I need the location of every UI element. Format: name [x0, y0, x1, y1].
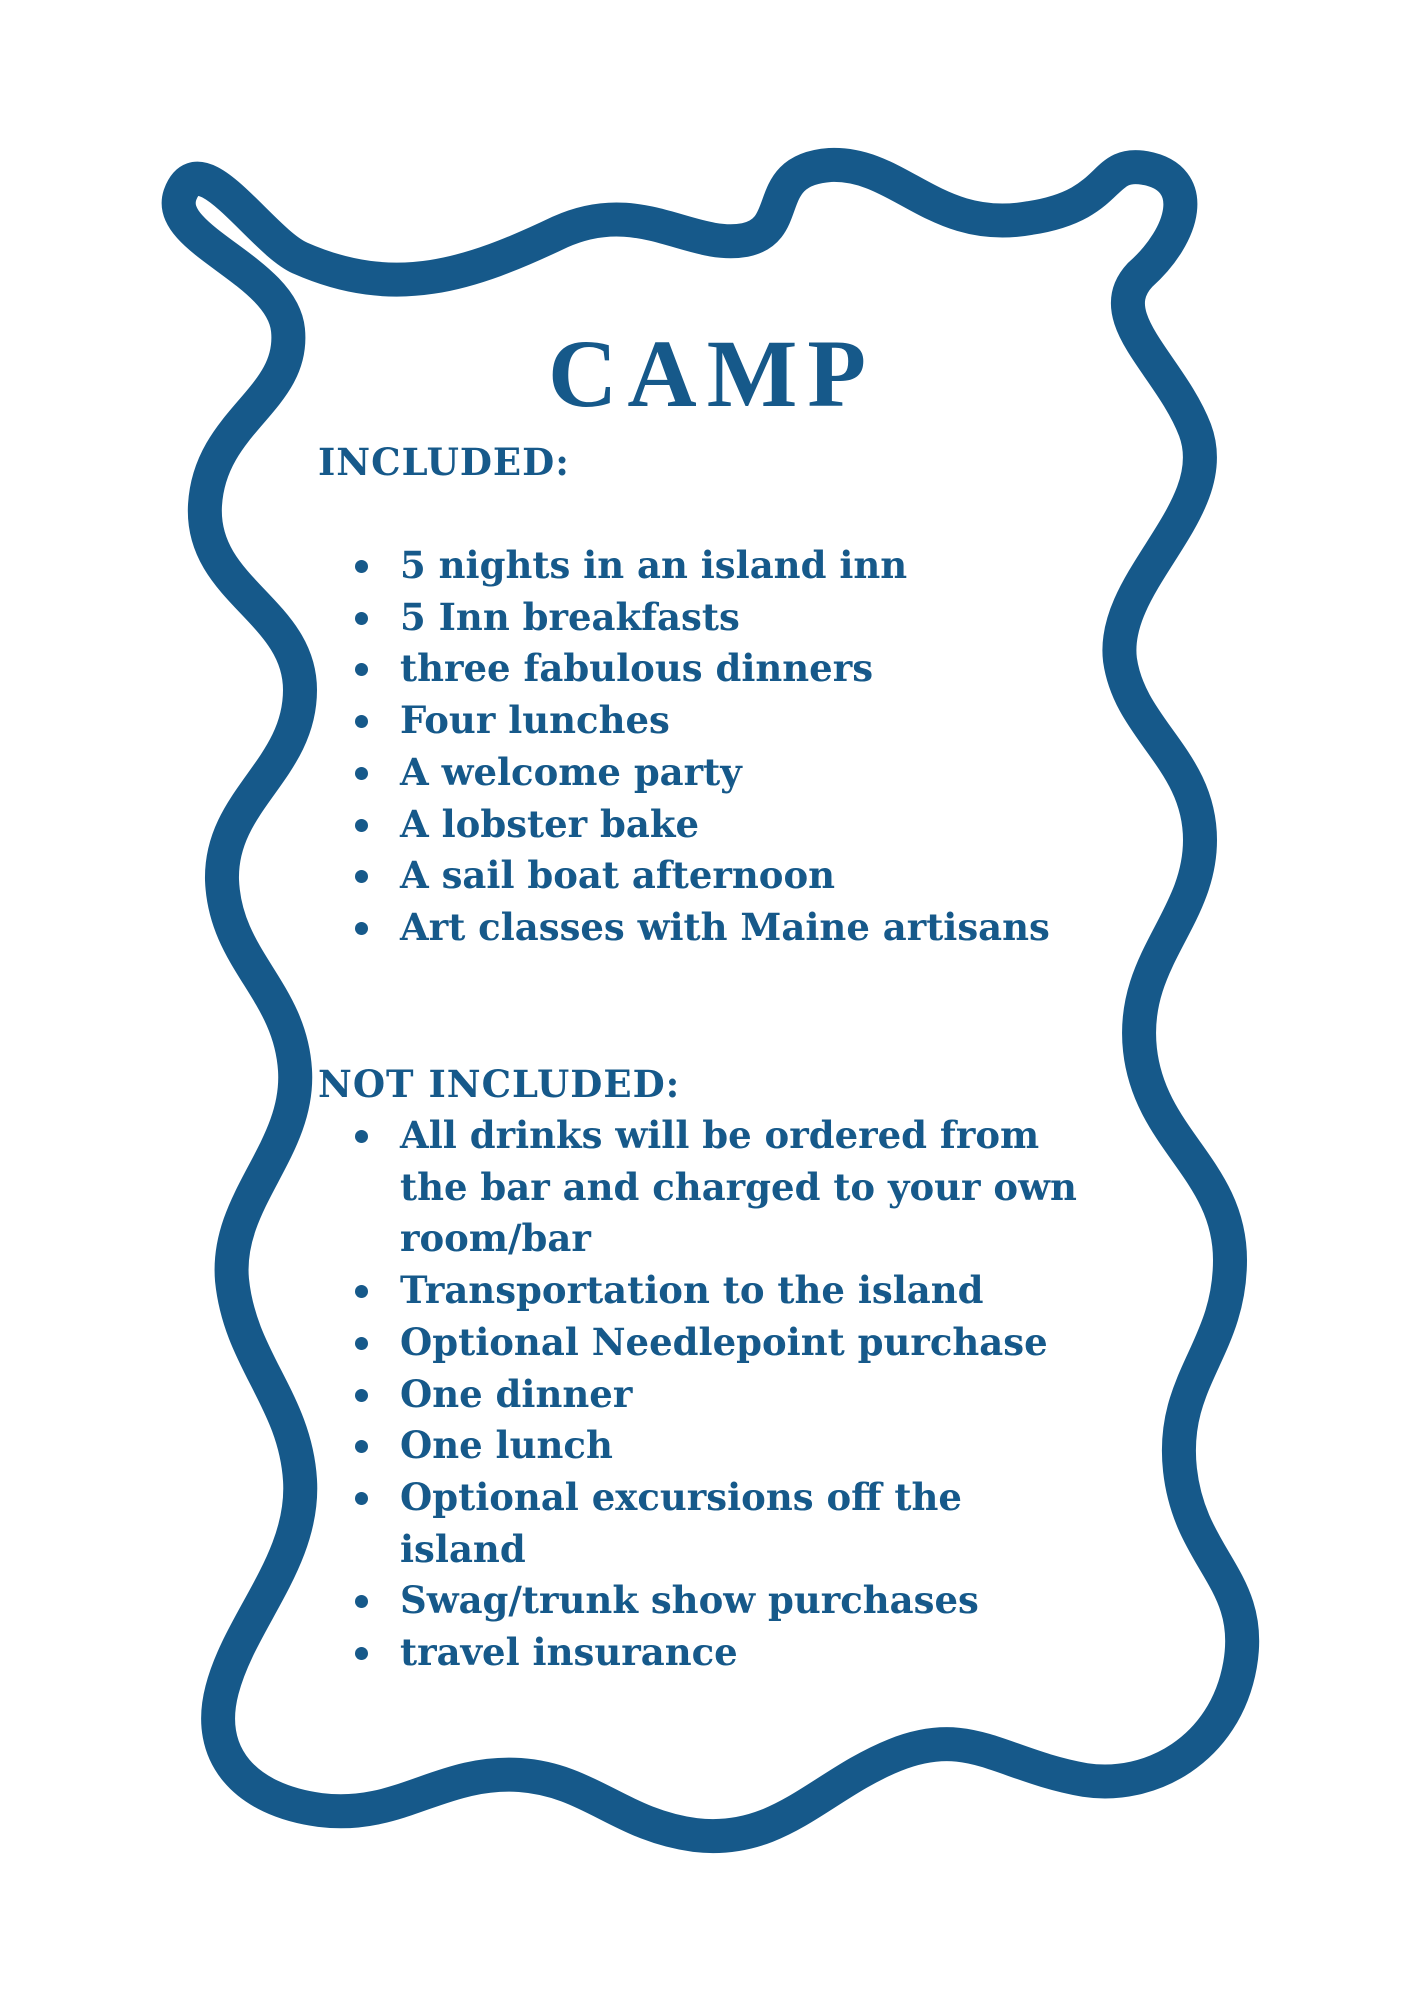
list-item: [355, 1110, 1100, 1265]
list-item: [355, 747, 1115, 799]
included-heading: INCLUDED:: [318, 440, 570, 484]
list-item-text: 5 nights in an island inn: [400, 543, 908, 587]
list-item-text: Swag/trunk show purchases: [400, 1578, 979, 1623]
bullet-icon: [355, 922, 368, 935]
bullet-icon: [355, 715, 368, 728]
not-included-list: [355, 1110, 1115, 1679]
list-item: [355, 902, 1115, 954]
list-item: [355, 1369, 1100, 1421]
list-item-text: All drinks will be ordered from the bar and charged to your own room/bar: [400, 1113, 1077, 1261]
included-list: [355, 540, 1115, 954]
bullet-icon: [355, 1492, 368, 1505]
list-item-text: three fabulous dinners: [400, 646, 874, 691]
bullet-icon: [355, 663, 368, 676]
list-item: [355, 1472, 1100, 1575]
list-item-text: One dinner: [400, 1371, 633, 1416]
bullet-icon: [355, 1285, 368, 1298]
list-item: [355, 1265, 1100, 1317]
bullet-icon: [355, 1595, 368, 1608]
list-item-text: Optional Needlepoint purchase: [400, 1319, 1048, 1364]
bullet-icon: [355, 1337, 368, 1350]
list-item-text: Art classes with Maine artisans: [400, 904, 1050, 949]
page-title: CAMP: [548, 320, 876, 427]
bullet-icon: [355, 1130, 368, 1143]
bullet-icon: [355, 870, 368, 883]
bullet-icon: [355, 1389, 368, 1402]
list-item-text: One lunch: [400, 1423, 613, 1468]
list-item: [355, 540, 1115, 592]
bullet-icon: [355, 819, 368, 832]
list-item-text: Four lunches: [400, 698, 670, 743]
list-item: [355, 1317, 1100, 1369]
list-item: [355, 643, 1115, 695]
not-included-heading: NOT INCLUDED:: [318, 1062, 681, 1106]
list-item: [355, 592, 1115, 644]
list-item-text: A welcome party: [400, 749, 742, 794]
list-item-text: A sail boat afternoon: [400, 853, 836, 898]
list-item: [355, 1575, 1100, 1627]
bullet-icon: [355, 612, 368, 625]
list-item: [355, 799, 1115, 851]
list-item-text: Transportation to the island: [400, 1268, 984, 1313]
bullet-icon: [355, 1647, 368, 1660]
list-item: [355, 695, 1115, 747]
list-item-text: A lobster bake: [400, 801, 700, 846]
list-item: [355, 1627, 1100, 1679]
bullet-icon: [355, 1440, 368, 1453]
list-item-text: Optional excursions off the island: [400, 1474, 962, 1571]
list-item-text: 5 Inn breakfasts: [400, 594, 740, 639]
list-item: [355, 850, 1115, 902]
bullet-icon: [355, 767, 368, 780]
list-item: [355, 1420, 1100, 1472]
bullet-icon: [355, 560, 368, 573]
list-item-text: travel insurance: [400, 1630, 738, 1675]
